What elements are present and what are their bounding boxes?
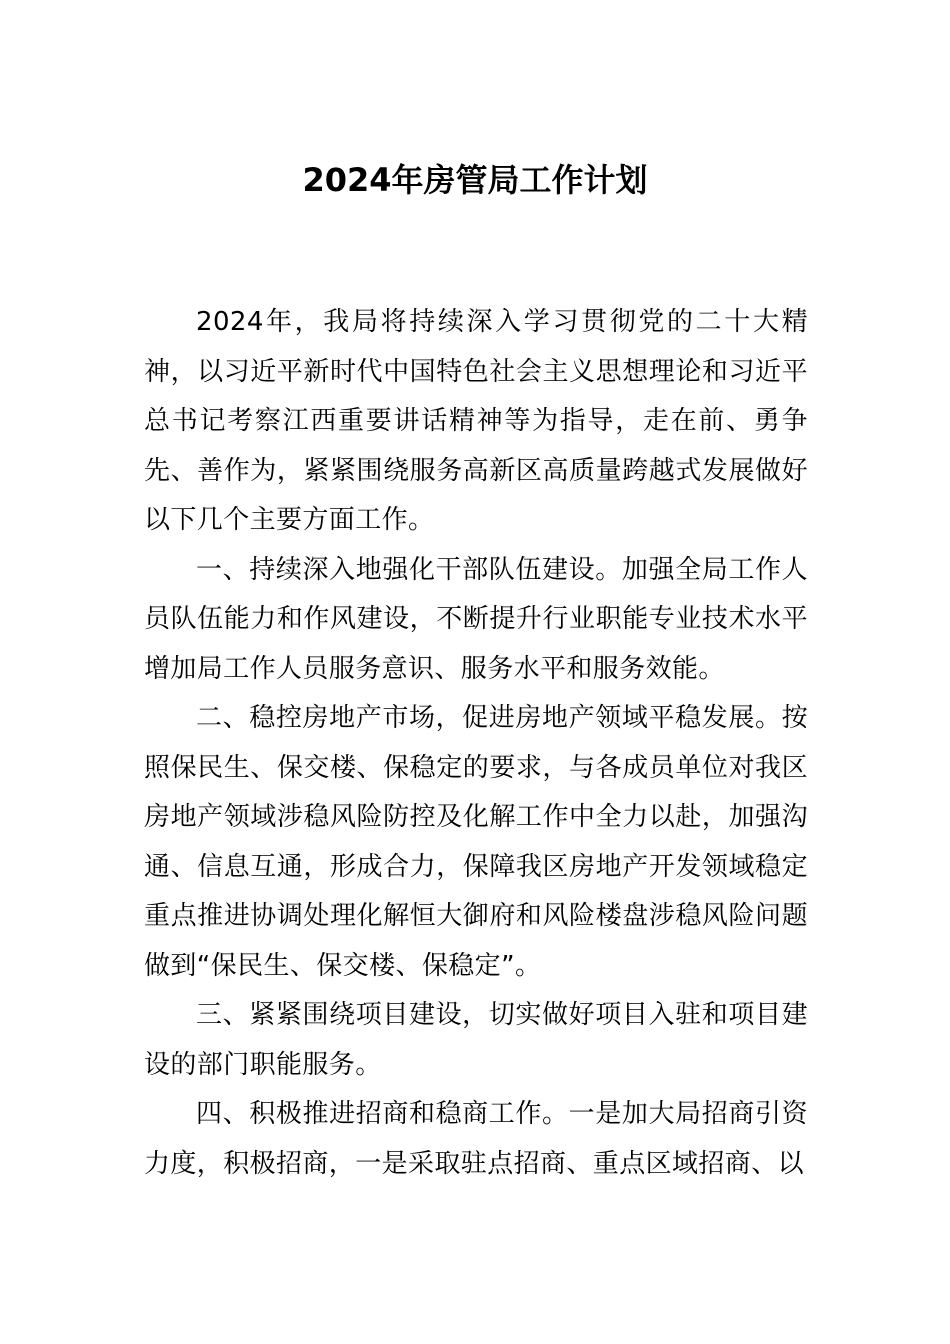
paragraph-intro: 2024年，我局将持续深入学习贯彻党的二十大精神，以习近平新时代中国特色社会主义思想理论和习近平总书记考察江西重要讲话精神等为指导，走在前、勇争先、善作为，紧紧围绕服务高新区高质量跨越式发展做好以下几个主要方面工作。 [144, 307, 808, 535]
paragraph-item-1: 一、持续深入地强化干部队伍建设。加强全局工作人员队伍能力和作风建设，不断提升行业职能专业技术水平增加局工作人员服务意识、服务水平和服务效能。 [144, 554, 808, 684]
paragraph-item-2: 二、稳控房地产市场，促进房地产领域平稳发展。按照保民生、保交楼、保稳定的要求，与各成员单位对我区房地产领域涉稳风险防控及化解工作中全力以赴，加强沟通、信息互通，形成合力，保障我区房地产开发领域稳定重点推进协调处理化解恒大御府和风险楼盘涉稳风险问题做到“保民生、保交楼、保稳定”。 [144, 703, 808, 981]
document-body [144, 298, 808, 1189]
document-title: 2024年房管局工作计划 [302, 161, 648, 199]
paragraph-item-3: 三、紧紧围绕项目建设，切实做好项目入驻和项目建设的部门职能服务。 [144, 1000, 808, 1080]
paragraph-item-4: 四、积极推进招商和稳商工作。一是加大局招商引资力度，积极招商，一是采取驻点招商、重点区域招商、以 [144, 1099, 808, 1179]
